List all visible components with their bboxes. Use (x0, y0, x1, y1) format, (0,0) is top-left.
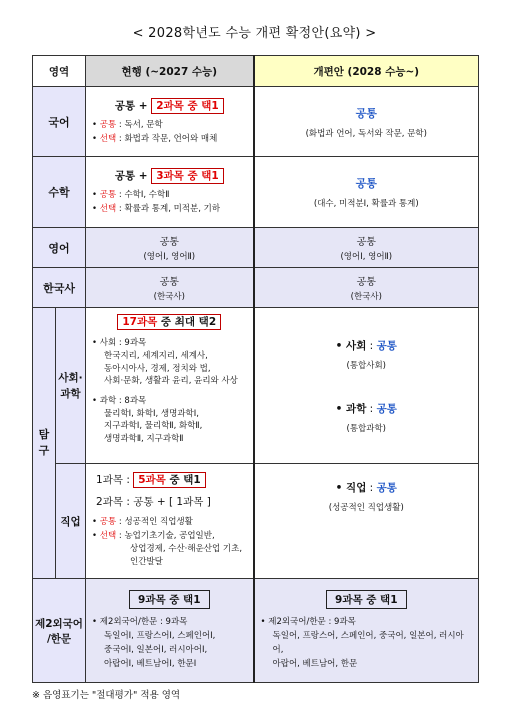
header-new: 개편안 (2028 수능~) (254, 56, 479, 87)
voc-line2: 2과목 : 공통 + [ 1과목 ] (96, 496, 211, 508)
inquiry-sub1-pick-red: 17과목 (122, 316, 158, 328)
voc-select-more-0: 상업경제, 수산·해운산업 기초, (130, 544, 243, 554)
history-current (86, 268, 254, 308)
second-lang-new-pick: 9과목 중 택1 (326, 590, 407, 609)
second-lang-cur-pick: 9과목 중 택1 (129, 590, 210, 609)
voc-select-label: 선택 (99, 531, 117, 541)
science-list-0: 물리학Ⅰ, 화학Ⅰ, 생명과학Ⅰ, (104, 408, 199, 419)
social-list-0: 한국지리, 세계지리, 세계사, (104, 351, 208, 361)
inquiry-label-text: 탐구 (38, 428, 50, 457)
history-row (33, 268, 479, 308)
page-title: < 2028학년도 수능 개편 확정안(요약) > (132, 26, 377, 41)
second-lang-cur-list-0: 독일어Ⅰ, 프랑스어Ⅰ, 스페인어Ⅰ, (104, 631, 216, 641)
math-select-label: 선택 (99, 204, 117, 214)
korean-current: 공통 + 2과목 중 택1 • 공통 : 독서, 문학 • 선택 : 화법과 작문, 언어와 매체 (86, 87, 254, 157)
korean-select-label: 선택 (99, 133, 117, 144)
header-current: 현행 (~2027 수능) (86, 56, 254, 87)
english-cur-sub: (영어Ⅰ, 영어Ⅱ) (143, 252, 196, 262)
science-list-1: 지구과학Ⅰ, 물리학Ⅱ, 화학Ⅱ, (104, 421, 203, 431)
english-cur-title: 공통 (159, 237, 179, 248)
math-new-title: 공통 (355, 177, 377, 190)
new-social-val: 공통 (376, 340, 397, 352)
footnote: ※ 음영표기는 "절대평가" 적용 영역 (32, 690, 181, 701)
english-label: 영어 (33, 228, 86, 268)
voc-line1-pick-rest: 중 택1 (165, 474, 201, 486)
history-new-title: 공통 (356, 277, 376, 288)
math-select: : 확률과 통계, 미적분, 기하 (116, 204, 221, 214)
korean-common: : 독서, 문학 (116, 119, 163, 130)
korean-new (254, 87, 479, 157)
social-head: • 사회 : 9과목 (92, 338, 147, 348)
voc-select: : 농업기초기술, 공업일반, (116, 531, 215, 541)
math-prefix: 공통 + (114, 170, 148, 182)
korean-row (33, 87, 479, 157)
second-lang-new-list-0: 독일어, 프랑스어, 스페인어, 중국어, 일본어, 러시아어, (272, 631, 464, 655)
voc-select-more-1: 인간발달 (130, 556, 163, 567)
history-new (254, 268, 479, 308)
new-social-label: 사회 (346, 340, 367, 352)
math-label: 수학 (33, 157, 86, 228)
math-common-label: 공통 (99, 190, 117, 200)
korean-prefix: 공통 + (114, 99, 148, 112)
korean-label: 국어 (33, 87, 86, 157)
math-row (33, 157, 479, 228)
english-new-title: 공통 (356, 237, 376, 248)
inquiry-sub1-pick (117, 314, 221, 330)
math-common: : 수학Ⅰ, 수학Ⅱ (116, 190, 170, 200)
new-voc-label: 직업 (346, 482, 367, 494)
inquiry-sub2-current: 1과목 : 5과목 중 택1 2과목 : 공통 + [ 1과목 ] • 공통 : 성공적인 직업생활 • 선택 : 농업기초기술, 공업일반, 상업경제, 수산·해운산업 기초, 인간발달 (86, 464, 254, 579)
inquiry-sub1-new: • 사회 : 공통 (통합사회) • 과학 : 공통 (통합과학) (254, 308, 479, 464)
second-lang-label-1: 제2외국어 (35, 617, 83, 630)
new-social-sub: (통합사회) (346, 361, 386, 371)
inquiry-sub1-current (86, 308, 254, 464)
new-science-label: 과학 (346, 403, 367, 415)
second-lang-new-head: • 제2외국어/한문 : 9과목 (260, 617, 356, 627)
english-row (33, 228, 479, 268)
voc-line1-pick (133, 472, 206, 488)
second-lang-new (254, 579, 479, 683)
second-lang-cur-list-1: 중국어Ⅰ, 일본어Ⅰ, 러시아어Ⅰ, (104, 645, 208, 655)
inquiry-sub1-pick-rest: 중 최대 택2 (157, 316, 217, 328)
voc-common-label: 공통 (99, 517, 117, 527)
new-science-sub: (통합과학) (346, 424, 386, 434)
english-current (86, 228, 254, 268)
second-lang-cur-list-2: 아랍어Ⅰ, 베트남어Ⅰ, 한문Ⅰ (104, 659, 197, 669)
social-list-2: 사회·문화, 생활과 윤리, 윤리와 사상 (104, 376, 238, 386)
math-new (254, 157, 479, 228)
new-voc-val: 공통 (376, 482, 397, 494)
math-pick: 3과목 중 택1 (151, 168, 224, 184)
history-cur-title: 공통 (159, 277, 179, 288)
korean-pick: 2과목 중 택1 (151, 98, 224, 114)
inquiry-vocational-row (33, 464, 479, 579)
second-lang-cur-head: • 제2외국어/한문 : 9과목 (92, 617, 188, 627)
second-lang-label-2: /한문 (46, 632, 72, 645)
math-new-sub: (대수, 미적분Ⅰ, 확률과 통계) (313, 199, 419, 209)
header-row (33, 56, 479, 87)
social-list-1: 동아시아사, 경제, 정치와 법, (104, 363, 211, 374)
history-label: 한국사 (33, 268, 86, 308)
voc-line1-prefix: 1과목 : (96, 474, 130, 486)
inquiry-sub2-new: • 직업 : 공통 (성공적인 직업생활) (254, 464, 479, 579)
korean-select: : 화법과 작문, 언어와 매체 (116, 133, 218, 144)
korean-common-label: 공통 (99, 119, 117, 130)
second-lang-new-list-1: 아랍어, 베트남어, 한문 (272, 659, 358, 669)
english-new-sub: (영어Ⅰ, 영어Ⅱ) (340, 252, 393, 262)
header-area: 영역 (33, 56, 86, 87)
inquiry-sub2-label: 직업 (56, 464, 86, 579)
comparison-table (32, 55, 479, 683)
second-lang-label (33, 579, 86, 683)
new-science-val: 공통 (376, 403, 397, 415)
english-new (254, 228, 479, 268)
inquiry-sub1-text: 사회·과학 (58, 371, 83, 400)
history-new-sub: (한국사) (350, 292, 382, 302)
inquiry-social-science-row (33, 308, 479, 464)
new-voc-sub: (성공적인 직업생활) (328, 503, 404, 513)
voc-common: : 성공적인 직업생활 (116, 517, 193, 527)
history-cur-sub: (한국사) (153, 292, 185, 302)
korean-new-sub: (화법과 언어, 독서와 작문, 문학) (305, 128, 427, 139)
inquiry-sub1-label (56, 308, 86, 464)
second-lang-row (33, 579, 479, 683)
inquiry-label (33, 308, 56, 579)
science-list-2: 생명과학Ⅱ, 지구과학Ⅱ (104, 433, 184, 444)
korean-new-title: 공통 (355, 106, 377, 120)
math-current: 공통 + 3과목 중 택1 • 공통 : 수학Ⅰ, 수학Ⅱ • 선택 : 확률과 통계, 미적분, 기하 (86, 157, 254, 228)
voc-line1-pick-red: 5과목 (138, 474, 166, 486)
second-lang-current (86, 579, 254, 683)
science-head: • 과학 : 8과목 (92, 395, 147, 406)
